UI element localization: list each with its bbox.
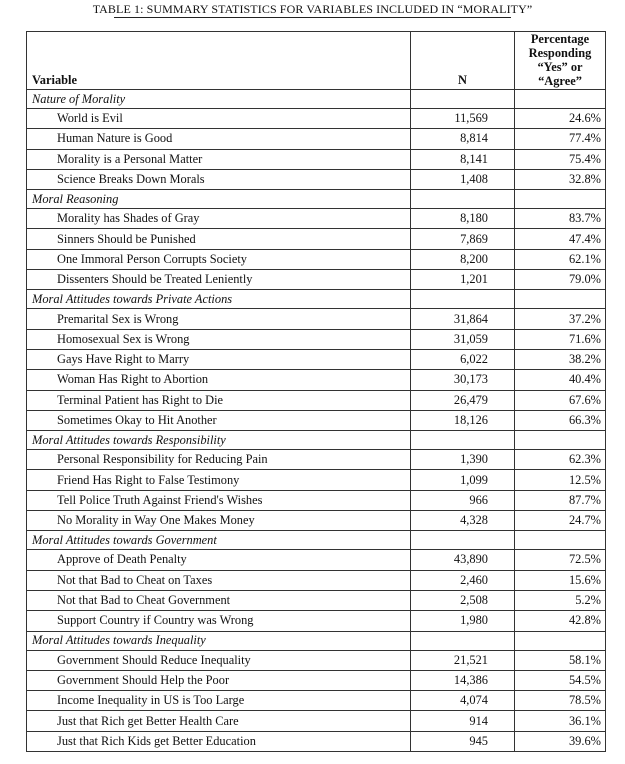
percentage-cell: 32.8%	[515, 169, 606, 189]
table-row	[27, 511, 606, 531]
percentage-cell: 77.4%	[515, 129, 606, 149]
variable-cell: World is Evil	[27, 109, 411, 129]
n-cell: 18,126	[411, 410, 515, 430]
percentage-cell: 71.6%	[515, 329, 606, 349]
table-row	[27, 270, 606, 290]
section-row	[27, 431, 606, 450]
percentage-cell: 78.5%	[515, 691, 606, 711]
variable-cell: Human Nature is Good	[27, 129, 411, 149]
percentage-cell: 87.7%	[515, 490, 606, 510]
header-variable: Variable	[27, 32, 411, 90]
table-row	[27, 450, 606, 470]
table-row	[27, 109, 606, 129]
table-row	[27, 410, 606, 430]
section-empty-cell	[411, 631, 515, 650]
percentage-cell: 36.1%	[515, 711, 606, 731]
variable-cell: Approve of Death Penalty	[27, 550, 411, 570]
n-cell: 31,059	[411, 329, 515, 349]
n-cell: 1,390	[411, 450, 515, 470]
section-empty-cell	[515, 90, 606, 109]
section-empty-cell	[515, 531, 606, 550]
n-cell: 8,814	[411, 129, 515, 149]
variable-cell: One Immoral Person Corrupts Society	[27, 249, 411, 269]
n-cell: 7,869	[411, 229, 515, 249]
section-empty-cell	[515, 290, 606, 309]
variable-cell: Just that Rich Kids get Better Education	[27, 731, 411, 751]
variable-cell: Morality is a Personal Matter	[27, 149, 411, 169]
section-empty-cell	[411, 431, 515, 450]
percentage-cell: 39.6%	[515, 731, 606, 751]
n-cell: 966	[411, 490, 515, 510]
variable-cell: Government Should Reduce Inequality	[27, 650, 411, 670]
table-row	[27, 590, 606, 610]
variable-cell: Government Should Help the Poor	[27, 670, 411, 690]
section-empty-cell	[411, 290, 515, 309]
header-percentage	[515, 32, 606, 90]
percentage-cell: 24.7%	[515, 511, 606, 531]
n-cell: 30,173	[411, 370, 515, 390]
variable-cell: Morality has Shades of Gray	[27, 209, 411, 229]
percentage-cell: 83.7%	[515, 209, 606, 229]
variable-cell: Homosexual Sex is Wrong	[27, 329, 411, 349]
section-row	[27, 631, 606, 650]
percentage-cell: 67.6%	[515, 390, 606, 410]
table-row	[27, 249, 606, 269]
percentage-cell: 58.1%	[515, 650, 606, 670]
table-row	[27, 129, 606, 149]
table-row	[27, 149, 606, 169]
percentage-cell: 47.4%	[515, 229, 606, 249]
variable-cell: No Morality in Way One Makes Money	[27, 511, 411, 531]
n-cell: 1,201	[411, 270, 515, 290]
variable-cell: Support Country if Country was Wrong	[27, 611, 411, 631]
table-row	[27, 691, 606, 711]
variable-cell: Just that Rich get Better Health Care	[27, 711, 411, 731]
n-cell: 43,890	[411, 550, 515, 570]
n-cell: 8,180	[411, 209, 515, 229]
n-cell: 914	[411, 711, 515, 731]
table-row	[27, 731, 606, 751]
section-row	[27, 190, 606, 209]
section-row	[27, 290, 606, 309]
n-cell: 11,569	[411, 109, 515, 129]
variable-cell: Sometimes Okay to Hit Another	[27, 410, 411, 430]
percentage-cell: 24.6%	[515, 109, 606, 129]
n-cell: 945	[411, 731, 515, 751]
table-row	[27, 611, 606, 631]
percentage-cell: 66.3%	[515, 410, 606, 430]
table-row	[27, 570, 606, 590]
variable-cell: Tell Police Truth Against Friend's Wishes	[27, 490, 411, 510]
n-cell: 2,460	[411, 570, 515, 590]
n-cell: 1,980	[411, 611, 515, 631]
section-heading: Moral Attitudes towards Inequality	[27, 631, 411, 650]
n-cell: 8,141	[411, 149, 515, 169]
header-pct-line2: Responding	[528, 46, 592, 60]
table-title: TABLE 1: SUMMARY STATISTICS FOR VARIABLES INCLUDED IN “MORALITY”	[92, 2, 533, 16]
section-empty-cell	[411, 190, 515, 209]
section-row	[27, 531, 606, 550]
variable-cell: Friend Has Right to False Testimony	[27, 470, 411, 490]
table-body	[27, 90, 606, 752]
percentage-cell: 38.2%	[515, 349, 606, 369]
percentage-cell: 54.5%	[515, 670, 606, 690]
percentage-cell: 5.2%	[515, 590, 606, 610]
header-n: N	[411, 32, 515, 90]
percentage-cell: 79.0%	[515, 270, 606, 290]
percentage-cell: 75.4%	[515, 149, 606, 169]
table-row	[27, 670, 606, 690]
percentage-cell: 62.1%	[515, 249, 606, 269]
percentage-cell: 42.8%	[515, 611, 606, 631]
n-cell: 4,328	[411, 511, 515, 531]
n-cell: 2,508	[411, 590, 515, 610]
table-row	[27, 711, 606, 731]
table-row	[27, 390, 606, 410]
n-cell: 31,864	[411, 309, 515, 329]
percentage-cell: 72.5%	[515, 550, 606, 570]
n-cell: 14,386	[411, 670, 515, 690]
n-cell: 1,408	[411, 169, 515, 189]
table-row	[27, 370, 606, 390]
header-pct-line1: Percentage	[530, 32, 590, 46]
table-row	[27, 209, 606, 229]
variable-cell: Woman Has Right to Abortion	[27, 370, 411, 390]
table-row	[27, 229, 606, 249]
percentage-cell: 37.2%	[515, 309, 606, 329]
section-empty-cell	[515, 431, 606, 450]
percentage-cell: 40.4%	[515, 370, 606, 390]
variable-cell: Not that Bad to Cheat Government	[27, 590, 411, 610]
table-row	[27, 470, 606, 490]
table-row	[27, 169, 606, 189]
summary-statistics-table	[26, 31, 606, 752]
section-empty-cell	[411, 90, 515, 109]
section-row	[27, 90, 606, 109]
section-heading: Moral Attitudes towards Private Actions	[27, 290, 411, 309]
percentage-cell: 15.6%	[515, 570, 606, 590]
section-heading: Moral Reasoning	[27, 190, 411, 209]
table-row	[27, 550, 606, 570]
n-cell: 21,521	[411, 650, 515, 670]
percentage-cell: 62.3%	[515, 450, 606, 470]
title-underline	[114, 17, 511, 18]
variable-cell: Gays Have Right to Marry	[27, 349, 411, 369]
section-empty-cell	[411, 531, 515, 550]
section-empty-cell	[515, 631, 606, 650]
table-row	[27, 349, 606, 369]
n-cell: 26,479	[411, 390, 515, 410]
table-row	[27, 329, 606, 349]
header-pct-line3: “Yes” or “Agree”	[537, 60, 583, 88]
n-cell: 4,074	[411, 691, 515, 711]
variable-cell: Dissenters Should be Treated Leniently	[27, 270, 411, 290]
section-heading: Moral Attitudes towards Responsibility	[27, 431, 411, 450]
n-cell: 1,099	[411, 470, 515, 490]
header-row	[27, 32, 606, 90]
variable-cell: Sinners Should be Punished	[27, 229, 411, 249]
section-empty-cell	[515, 190, 606, 209]
n-cell: 6,022	[411, 349, 515, 369]
table-row	[27, 650, 606, 670]
section-heading: Nature of Morality	[27, 90, 411, 109]
variable-cell: Personal Responsibility for Reducing Pain	[27, 450, 411, 470]
percentage-cell: 12.5%	[515, 470, 606, 490]
table-row	[27, 309, 606, 329]
section-heading: Moral Attitudes towards Government	[27, 531, 411, 550]
variable-cell: Income Inequality in US is Too Large	[27, 691, 411, 711]
n-cell: 8,200	[411, 249, 515, 269]
table-row	[27, 490, 606, 510]
variable-cell: Terminal Patient has Right to Die	[27, 390, 411, 410]
variable-cell: Premarital Sex is Wrong	[27, 309, 411, 329]
variable-cell: Science Breaks Down Morals	[27, 169, 411, 189]
variable-cell: Not that Bad to Cheat on Taxes	[27, 570, 411, 590]
